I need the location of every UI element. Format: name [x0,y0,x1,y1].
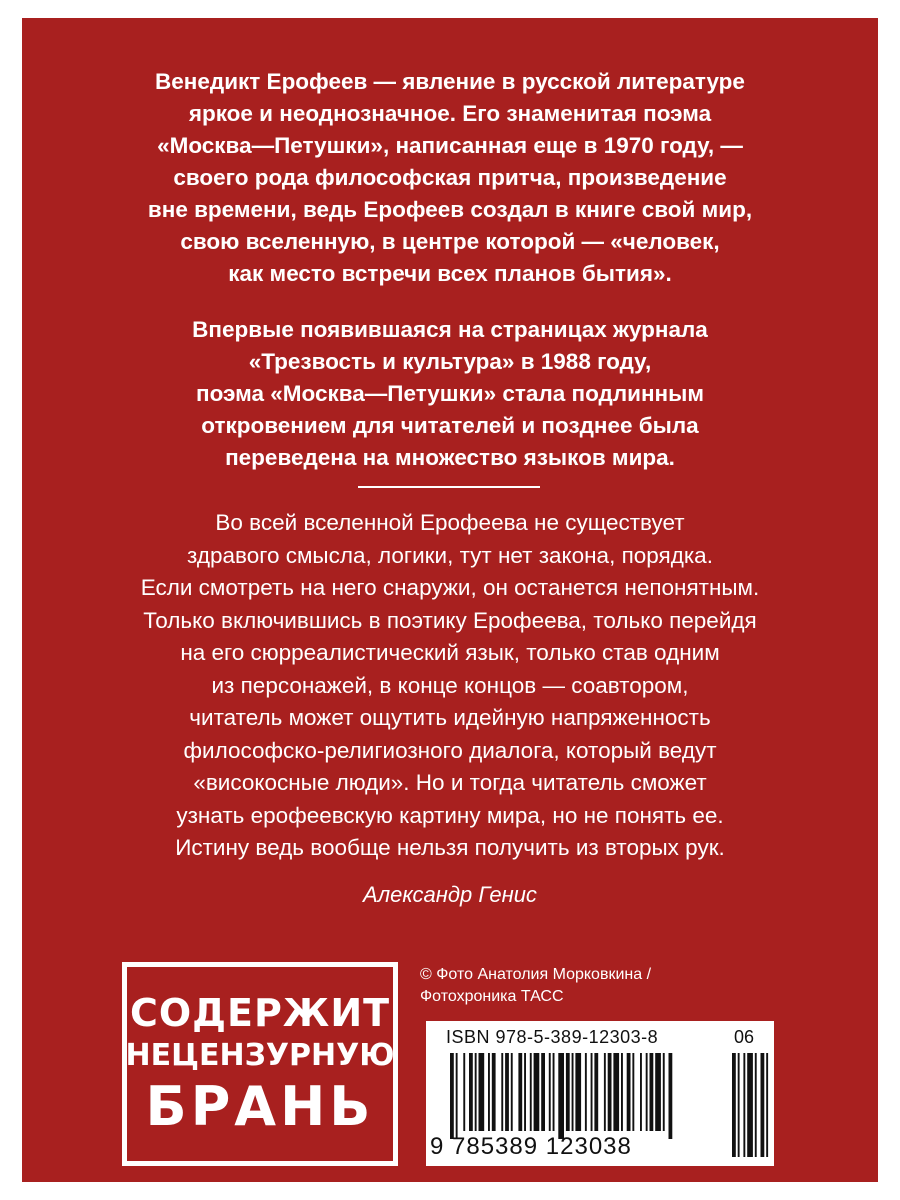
quote-line: на его сюрреалистический язык, только став одним [180,640,720,665]
barcode-bar [621,1053,623,1131]
barcode-bar [572,1053,574,1131]
barcode-bar [594,1053,598,1131]
barcode-bar [632,1053,634,1131]
intro-line: как место встречи всех планов бытия». [228,261,672,286]
barcode-bar [553,1053,555,1131]
barcode-bar [575,1053,581,1131]
barcode-bar [549,1053,551,1131]
barcode-addon-bar [761,1053,765,1157]
barcode-bar [650,1053,654,1131]
photo-credit-line-1: © Фото Анатолия Морковкина / [420,966,652,983]
barcode-bar [530,1053,532,1131]
barcode-bar [585,1053,587,1131]
barcode-bar [469,1053,473,1131]
barcode-bar [463,1053,465,1131]
barcode-bar [613,1053,619,1131]
intro-line: свою вселенную, в центре которой — «человек, [180,229,720,254]
barcode-bar [505,1053,509,1131]
barcode-bar [669,1053,673,1139]
quote-line: Истину ведь вообще нельзя получить из вторых рук. [175,835,725,860]
intro-line: «Москва—Петушки», написанная еще в 1970 году, — [157,133,743,158]
publication-line: «Трезвость и культура» в 1988 году, [248,349,652,374]
barcode-addon-bar [766,1053,768,1157]
barcode-bar [604,1053,606,1131]
barcode-bar [479,1053,485,1131]
publication-paragraph [22,314,878,474]
barcode-bar [627,1053,631,1131]
barcode-bar [591,1053,593,1131]
warning-line-3: БРАНЬ [145,1075,375,1138]
intro-line: вне времени, ведь Ерофеев создал в книге свой мир, [147,197,753,222]
warning-line-2: НЕЦЕНЗУРНУЮ [125,1038,395,1073]
publication-line: откровением для читателей и позднее была [201,413,699,438]
quote-line: Если смотреть на него снаружи, он останется непонятным. [140,575,760,600]
barcode-bar [524,1053,526,1131]
barcode-bar [518,1053,522,1131]
barcode-bar [640,1053,642,1131]
book-back-cover [22,18,878,1182]
quote-paragraph [22,507,878,865]
barcode-bar [541,1053,545,1131]
ean-digits: 9 785389 123038 [430,1133,632,1160]
quote-line: здравого смысла, логики, тут нет закона, порядка. [187,542,713,568]
photo-credit [420,964,651,1008]
quote-author: Александр Генис [363,882,537,907]
photo-credit-line-2: Фотохроника ТАСС [420,988,564,1005]
quote-line: философско-религиозного диалога, который ведут [183,737,717,763]
quote-line: читатель может ощутить идейную напряженность [189,705,711,730]
publication-line: переведена на множество языков мира. [225,445,675,470]
barcode-bar [558,1053,564,1139]
divider-line [358,486,540,488]
barcode-bar [492,1053,496,1131]
barcode-addon-bar [743,1053,745,1157]
isbn-number: ISBN 978-5-389-12303-8 [446,1027,659,1047]
barcode-bar [501,1053,503,1131]
barcode-bar [608,1053,612,1131]
barcode-addon: 06 [734,1027,755,1047]
intro-paragraph [22,66,878,290]
barcode-bar [511,1053,513,1131]
barcode-bar [450,1053,454,1139]
barcode-bar [663,1053,665,1131]
publication-line: Впервые появившаяся на страницах журнала [192,317,708,342]
quote-line: Во всей вселенной Ерофеева не существует [215,510,685,535]
quote-line: узнать ерофеевскую картину мира, но не понять ее. [176,802,724,828]
barcode-bar [456,1053,458,1139]
barcode-bar [646,1053,648,1131]
warning-line-1: СОДЕРЖИТ [129,991,391,1035]
isbn-barcode [426,1021,774,1166]
quote-line: «високосные люди». Но и тогда читатель сможет [193,770,707,795]
publication-line: поэма «Москва—Петушки» стала подлинным [196,381,704,406]
intro-line: своего рода философская притча, произведение [173,165,727,190]
barcode-addon-bar [732,1053,736,1157]
barcode-addon-bar [738,1053,740,1157]
barcode-addon-bar [747,1053,753,1157]
barcode-bar [534,1053,540,1131]
quote-line: из персонажей, в конце концов — соавтором, [211,672,689,698]
barcode-bar [475,1053,477,1131]
intro-line: яркое и неоднозначное. Его знаменитая поэма [188,101,712,126]
profanity-warning-stamp [122,962,398,1166]
intro-line: Венедикт Ерофеев — явление в русской литературе [155,69,745,94]
barcode-addon-bar [755,1053,757,1157]
barcode-bar [566,1053,570,1131]
barcode-bar [488,1053,490,1131]
quote-line: Только включившись в поэтику Ерофеева, только перейдя [143,607,757,633]
barcode-bar [655,1053,661,1131]
